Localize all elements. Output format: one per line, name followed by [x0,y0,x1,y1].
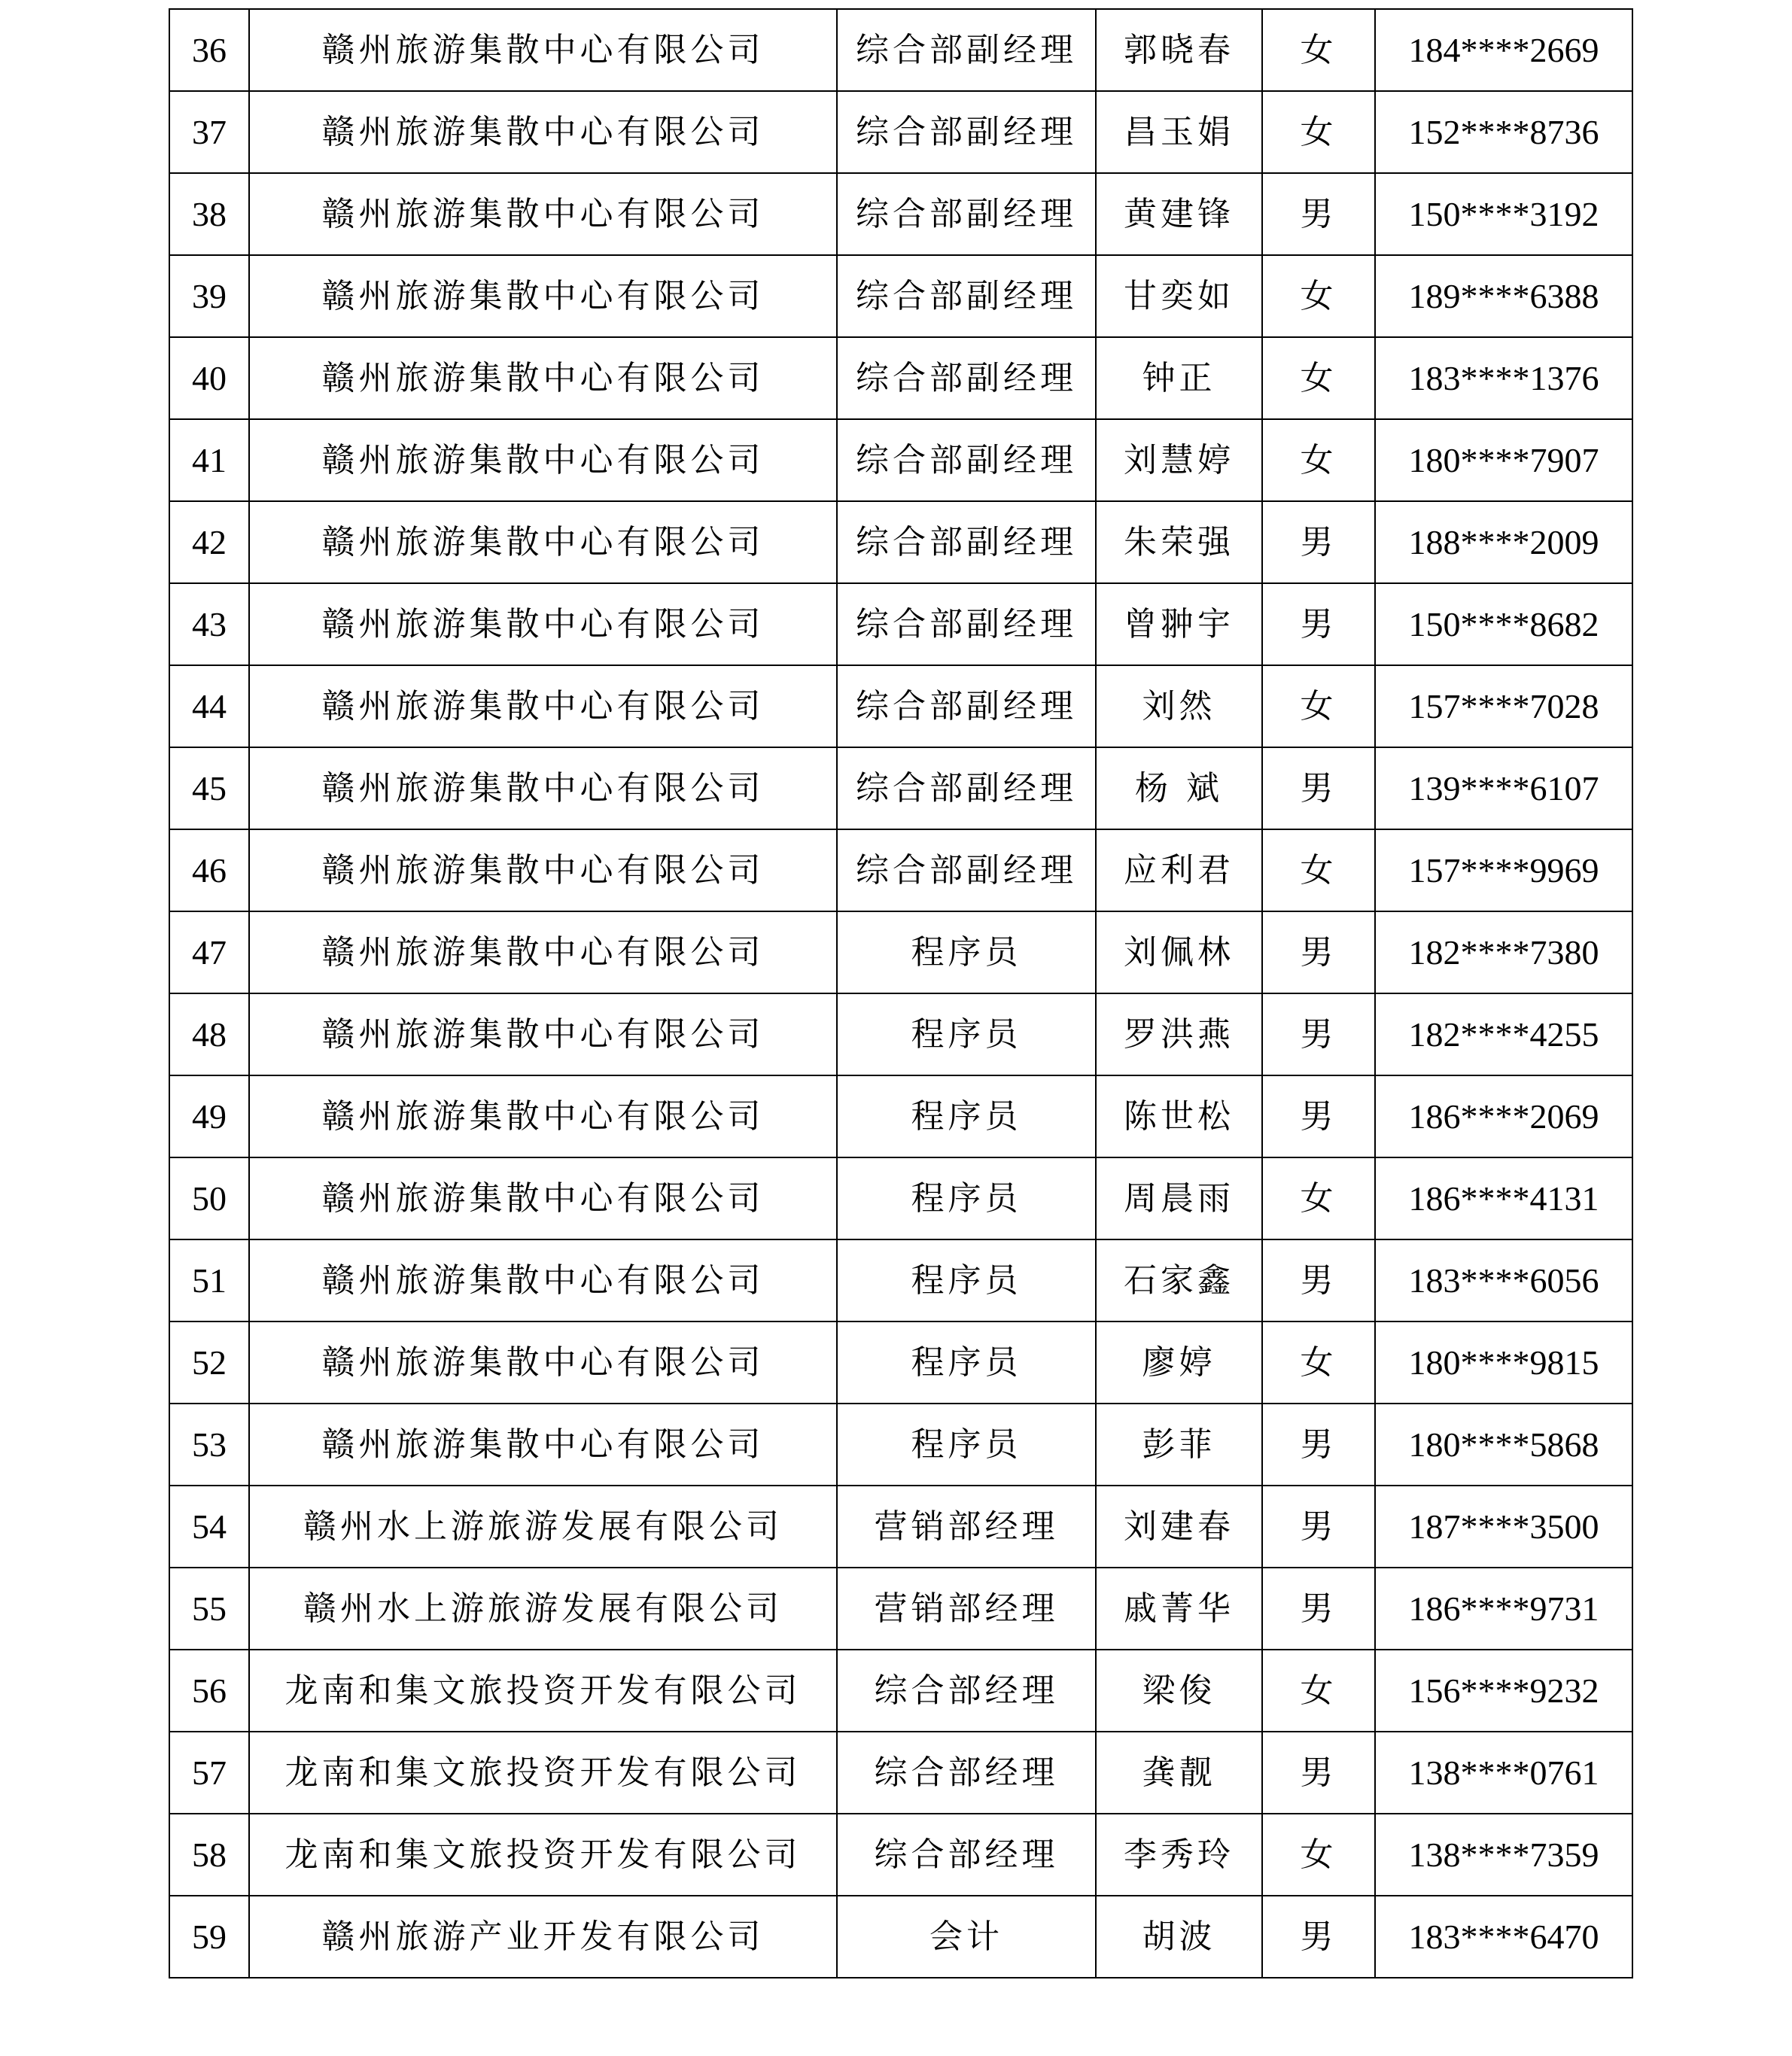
cell-index: 59 [169,1896,249,1978]
cell-index: 43 [169,583,249,665]
cell-position: 综合部副经理 [837,419,1096,501]
table-row [169,9,1632,91]
cell-phone: 183****6056 [1375,1239,1632,1321]
cell-gender: 女 [1262,1650,1375,1732]
cell-position: 会计 [837,1896,1096,1978]
cell-company: 赣州水上游旅游发展有限公司 [249,1568,837,1650]
cell-phone: 182****4255 [1375,993,1632,1075]
cell-company: 赣州旅游集散中心有限公司 [249,1404,837,1486]
cell-position: 营销部经理 [837,1486,1096,1568]
cell-position: 程序员 [837,1321,1096,1404]
cell-gender: 男 [1262,173,1375,255]
cell-gender: 男 [1262,1568,1375,1650]
cell-position: 综合部副经理 [837,255,1096,337]
cell-index: 40 [169,337,249,419]
cell-company: 龙南和集文旅投资开发有限公司 [249,1814,837,1896]
cell-phone: 180****5868 [1375,1404,1632,1486]
cell-company: 赣州旅游集散中心有限公司 [249,337,837,419]
cell-phone: 157****9969 [1375,829,1632,911]
cell-index: 58 [169,1814,249,1896]
cell-index: 47 [169,911,249,993]
cell-company: 赣州旅游集散中心有限公司 [249,173,837,255]
table-row [169,1896,1632,1978]
table-row [169,1486,1632,1568]
cell-company: 赣州旅游集散中心有限公司 [249,1075,837,1157]
cell-company: 赣州旅游集散中心有限公司 [249,911,837,993]
cell-gender: 女 [1262,1814,1375,1896]
cell-index: 38 [169,173,249,255]
table-row [169,1568,1632,1650]
cell-position: 综合部副经理 [837,9,1096,91]
cell-name: 杨 斌 [1096,747,1262,829]
table-row [169,337,1632,419]
cell-phone: 152****8736 [1375,91,1632,173]
table-row [169,1814,1632,1896]
cell-company: 赣州水上游旅游发展有限公司 [249,1486,837,1568]
cell-index: 44 [169,665,249,747]
table-row [169,1732,1632,1814]
table-row [169,1321,1632,1404]
cell-index: 36 [169,9,249,91]
cell-phone: 189****6388 [1375,255,1632,337]
cell-phone: 138****0761 [1375,1732,1632,1814]
cell-position: 综合部副经理 [837,501,1096,583]
cell-phone: 188****2009 [1375,501,1632,583]
cell-company: 赣州旅游集散中心有限公司 [249,993,837,1075]
cell-company: 赣州旅游集散中心有限公司 [249,1321,837,1404]
cell-gender: 女 [1262,665,1375,747]
cell-position: 程序员 [837,993,1096,1075]
cell-name: 龚靓 [1096,1732,1262,1814]
cell-company: 赣州旅游集散中心有限公司 [249,829,837,911]
cell-name: 周晨雨 [1096,1157,1262,1239]
cell-index: 54 [169,1486,249,1568]
cell-phone: 183****1376 [1375,337,1632,419]
cell-position: 程序员 [837,1157,1096,1239]
table-row [169,993,1632,1075]
cell-index: 46 [169,829,249,911]
cell-name: 曾翀宇 [1096,583,1262,665]
cell-name: 刘慧婷 [1096,419,1262,501]
cell-phone: 157****7028 [1375,665,1632,747]
cell-name: 石家鑫 [1096,1239,1262,1321]
roster-table-body [169,9,1632,1978]
cell-phone: 184****2669 [1375,9,1632,91]
cell-position: 综合部副经理 [837,583,1096,665]
cell-gender: 男 [1262,1239,1375,1321]
cell-index: 56 [169,1650,249,1732]
table-row [169,255,1632,337]
cell-position: 营销部经理 [837,1568,1096,1650]
cell-position: 综合部副经理 [837,829,1096,911]
cell-name: 刘建春 [1096,1486,1262,1568]
cell-position: 综合部副经理 [837,337,1096,419]
cell-position: 程序员 [837,1404,1096,1486]
cell-position: 综合部经理 [837,1732,1096,1814]
cell-position: 综合部副经理 [837,91,1096,173]
cell-phone: 183****6470 [1375,1896,1632,1978]
cell-gender: 女 [1262,1321,1375,1404]
cell-company: 赣州旅游集散中心有限公司 [249,665,837,747]
cell-index: 41 [169,419,249,501]
cell-company: 龙南和集文旅投资开发有限公司 [249,1650,837,1732]
cell-name: 刘佩林 [1096,911,1262,993]
cell-position: 综合部经理 [837,1650,1096,1732]
cell-phone: 186****9731 [1375,1568,1632,1650]
cell-company: 赣州旅游集散中心有限公司 [249,419,837,501]
cell-phone: 180****7907 [1375,419,1632,501]
cell-name: 梁俊 [1096,1650,1262,1732]
cell-company: 赣州旅游集散中心有限公司 [249,1239,837,1321]
cell-phone: 139****6107 [1375,747,1632,829]
cell-gender: 女 [1262,829,1375,911]
cell-name: 郭晓春 [1096,9,1262,91]
cell-phone: 180****9815 [1375,1321,1632,1404]
table-row [169,501,1632,583]
cell-company: 赣州旅游集散中心有限公司 [249,9,837,91]
cell-gender: 男 [1262,993,1375,1075]
cell-index: 45 [169,747,249,829]
cell-name: 钟正 [1096,337,1262,419]
cell-name: 胡波 [1096,1896,1262,1978]
cell-gender: 男 [1262,1486,1375,1568]
table-row [169,173,1632,255]
cell-phone: 150****3192 [1375,173,1632,255]
cell-index: 49 [169,1075,249,1157]
table-row [169,747,1632,829]
cell-position: 综合部副经理 [837,747,1096,829]
cell-phone: 186****2069 [1375,1075,1632,1157]
cell-company: 赣州旅游集散中心有限公司 [249,583,837,665]
cell-gender: 男 [1262,911,1375,993]
cell-gender: 女 [1262,419,1375,501]
cell-company: 赣州旅游集散中心有限公司 [249,747,837,829]
cell-name: 应利君 [1096,829,1262,911]
cell-position: 综合部副经理 [837,665,1096,747]
cell-name: 李秀玲 [1096,1814,1262,1896]
cell-gender: 男 [1262,747,1375,829]
cell-gender: 男 [1262,583,1375,665]
cell-position: 程序员 [837,1075,1096,1157]
table-row [169,1075,1632,1157]
cell-index: 42 [169,501,249,583]
cell-index: 39 [169,255,249,337]
table-row [169,665,1632,747]
table-row [169,419,1632,501]
cell-name: 甘奕如 [1096,255,1262,337]
cell-index: 57 [169,1732,249,1814]
cell-name: 朱荣强 [1096,501,1262,583]
cell-gender: 女 [1262,1157,1375,1239]
cell-gender: 女 [1262,91,1375,173]
cell-gender: 男 [1262,501,1375,583]
table-row [169,1650,1632,1732]
table-row [169,1404,1632,1486]
cell-index: 53 [169,1404,249,1486]
cell-gender: 女 [1262,337,1375,419]
cell-company: 赣州旅游集散中心有限公司 [249,255,837,337]
cell-gender: 男 [1262,1075,1375,1157]
cell-phone: 150****8682 [1375,583,1632,665]
cell-gender: 女 [1262,255,1375,337]
cell-company: 赣州旅游集散中心有限公司 [249,91,837,173]
cell-phone: 182****7380 [1375,911,1632,993]
cell-position: 综合部副经理 [837,173,1096,255]
cell-phone: 138****7359 [1375,1814,1632,1896]
cell-name: 黄建锋 [1096,173,1262,255]
cell-position: 程序员 [837,911,1096,993]
table-row [169,829,1632,911]
cell-company: 赣州旅游集散中心有限公司 [249,1157,837,1239]
cell-name: 廖婷 [1096,1321,1262,1404]
table-row [169,91,1632,173]
cell-position: 程序员 [837,1239,1096,1321]
cell-company: 赣州旅游集散中心有限公司 [249,501,837,583]
table-row [169,583,1632,665]
cell-name: 陈世松 [1096,1075,1262,1157]
roster-table [169,8,1633,1978]
cell-name: 彭菲 [1096,1404,1262,1486]
cell-name: 刘然 [1096,665,1262,747]
table-row [169,911,1632,993]
cell-name: 罗洪燕 [1096,993,1262,1075]
cell-name: 戚菁华 [1096,1568,1262,1650]
cell-index: 50 [169,1157,249,1239]
cell-position: 综合部经理 [837,1814,1096,1896]
cell-gender: 女 [1262,9,1375,91]
table-row [169,1157,1632,1239]
cell-index: 55 [169,1568,249,1650]
cell-phone: 186****4131 [1375,1157,1632,1239]
cell-index: 48 [169,993,249,1075]
cell-gender: 男 [1262,1732,1375,1814]
cell-gender: 男 [1262,1404,1375,1486]
table-row [169,1239,1632,1321]
cell-index: 52 [169,1321,249,1404]
cell-gender: 男 [1262,1896,1375,1978]
cell-phone: 187****3500 [1375,1486,1632,1568]
cell-company: 赣州旅游产业开发有限公司 [249,1896,837,1978]
cell-company: 龙南和集文旅投资开发有限公司 [249,1732,837,1814]
cell-phone: 156****9232 [1375,1650,1632,1732]
cell-index: 51 [169,1239,249,1321]
cell-index: 37 [169,91,249,173]
cell-name: 昌玉娟 [1096,91,1262,173]
